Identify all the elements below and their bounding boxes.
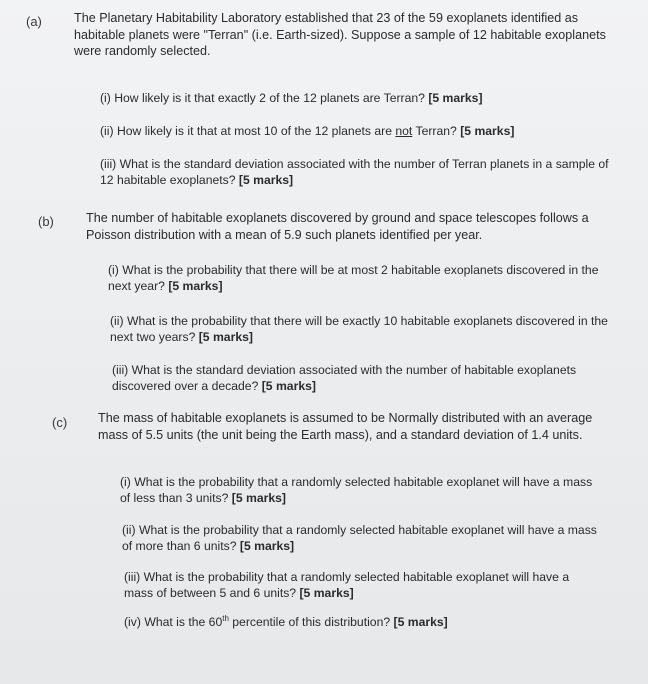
question-number: (iii)	[112, 363, 129, 377]
question-marks: [5 marks]	[299, 586, 354, 600]
question-text: What is the probability that there will be at most 2 habitable exoplanets discovered in the next year?	[108, 263, 599, 293]
question-marks: [5 marks]	[460, 124, 515, 138]
question-number: (iv)	[124, 615, 141, 629]
part-c-question-4	[124, 614, 600, 630]
question-text: What is the probability that a randomly selected habitable exoplanet will have a mass of less than 3 units?	[120, 475, 593, 505]
question-number: (i)	[108, 263, 119, 277]
question-text-end: Terran?	[415, 124, 457, 138]
part-b-question-3	[112, 362, 612, 394]
question-marks: [5 marks]	[231, 491, 286, 505]
question-text: What is the standard deviation associated with the number of habitable exoplanets discovered over a decade?	[112, 363, 577, 393]
question-marks: [5 marks]	[239, 539, 295, 553]
question-marks: [5 marks]	[428, 91, 483, 105]
part-b-intro-text: The number of habitable exoplanets discovered by ground and space telescopes follows a Poisson distribution with a mean of 5.9 such planets identified per year.	[86, 211, 589, 242]
question-number: (ii)	[100, 124, 114, 138]
question-text: What is the standard deviation associated with the number of Terran planets in a sample of 12 habitable exoplanets?	[100, 157, 609, 187]
question-text: What is the probability that a randomly selected habitable exoplanet will have a mass of more than 6 units?	[122, 523, 597, 553]
ordinal-suffix: th	[222, 613, 229, 623]
question-marks: [5 marks]	[198, 330, 253, 344]
part-a-question-2	[100, 123, 620, 139]
part-a-question-1	[100, 90, 620, 106]
part-a-question-3	[100, 156, 618, 188]
question-text: What is the 60	[144, 615, 223, 629]
question-number: (ii)	[110, 314, 124, 328]
part-c-question-1	[120, 474, 604, 506]
part-c-question-3	[124, 569, 600, 601]
question-marks: [5 marks]	[261, 379, 316, 393]
question-text: How likely is it that at most 10 of the 12 planets are	[116, 124, 392, 138]
question-number: (ii)	[122, 523, 136, 537]
question-number: (iii)	[100, 157, 117, 171]
question-text: What is the probability that a randomly selected habitable exoplanet will have a mass of between 5 and 6 units?	[124, 570, 570, 600]
question-text-end: percentile of this distribution?	[232, 615, 391, 629]
question-number: (iii)	[124, 570, 141, 584]
question-text: How likely is it that exactly 2 of the 12 planets are Terran?	[114, 91, 425, 105]
part-a-intro	[74, 10, 622, 60]
part-b-question-2	[110, 313, 618, 345]
part-c-label: (c)	[52, 415, 68, 430]
part-b-label: (b)	[38, 214, 54, 229]
part-c-intro	[98, 410, 608, 443]
question-marks: [5 marks]	[393, 615, 448, 629]
question-marks: [5 marks]	[168, 279, 223, 293]
question-emphasis: not	[395, 124, 413, 138]
question-marks: [5 marks]	[238, 173, 294, 187]
part-b-intro	[86, 210, 618, 243]
part-b-question-1	[108, 262, 618, 294]
part-c-intro-text: The mass of habitable exoplanets is assumed to be Normally distributed with an average mass of 5.5 units (the unit being the Earth mass), and a standard deviation of 1.4 units.	[98, 411, 593, 442]
part-a-label: (a)	[26, 14, 42, 29]
question-number: (i)	[120, 475, 131, 489]
part-a-intro-text: The Planetary Habitability Laboratory established that 23 of the 59 exoplanets identified as habitable planets were "Terran" (i.e. Earth-sized). Suppose a sample of 12 habitable exoplanets were randomly selected.	[74, 11, 606, 58]
question-text: What is the probability that there will be exactly 10 habitable exoplanets discovered in the next two years?	[110, 314, 608, 344]
part-c-question-2	[122, 522, 602, 554]
question-number: (i)	[100, 91, 111, 105]
